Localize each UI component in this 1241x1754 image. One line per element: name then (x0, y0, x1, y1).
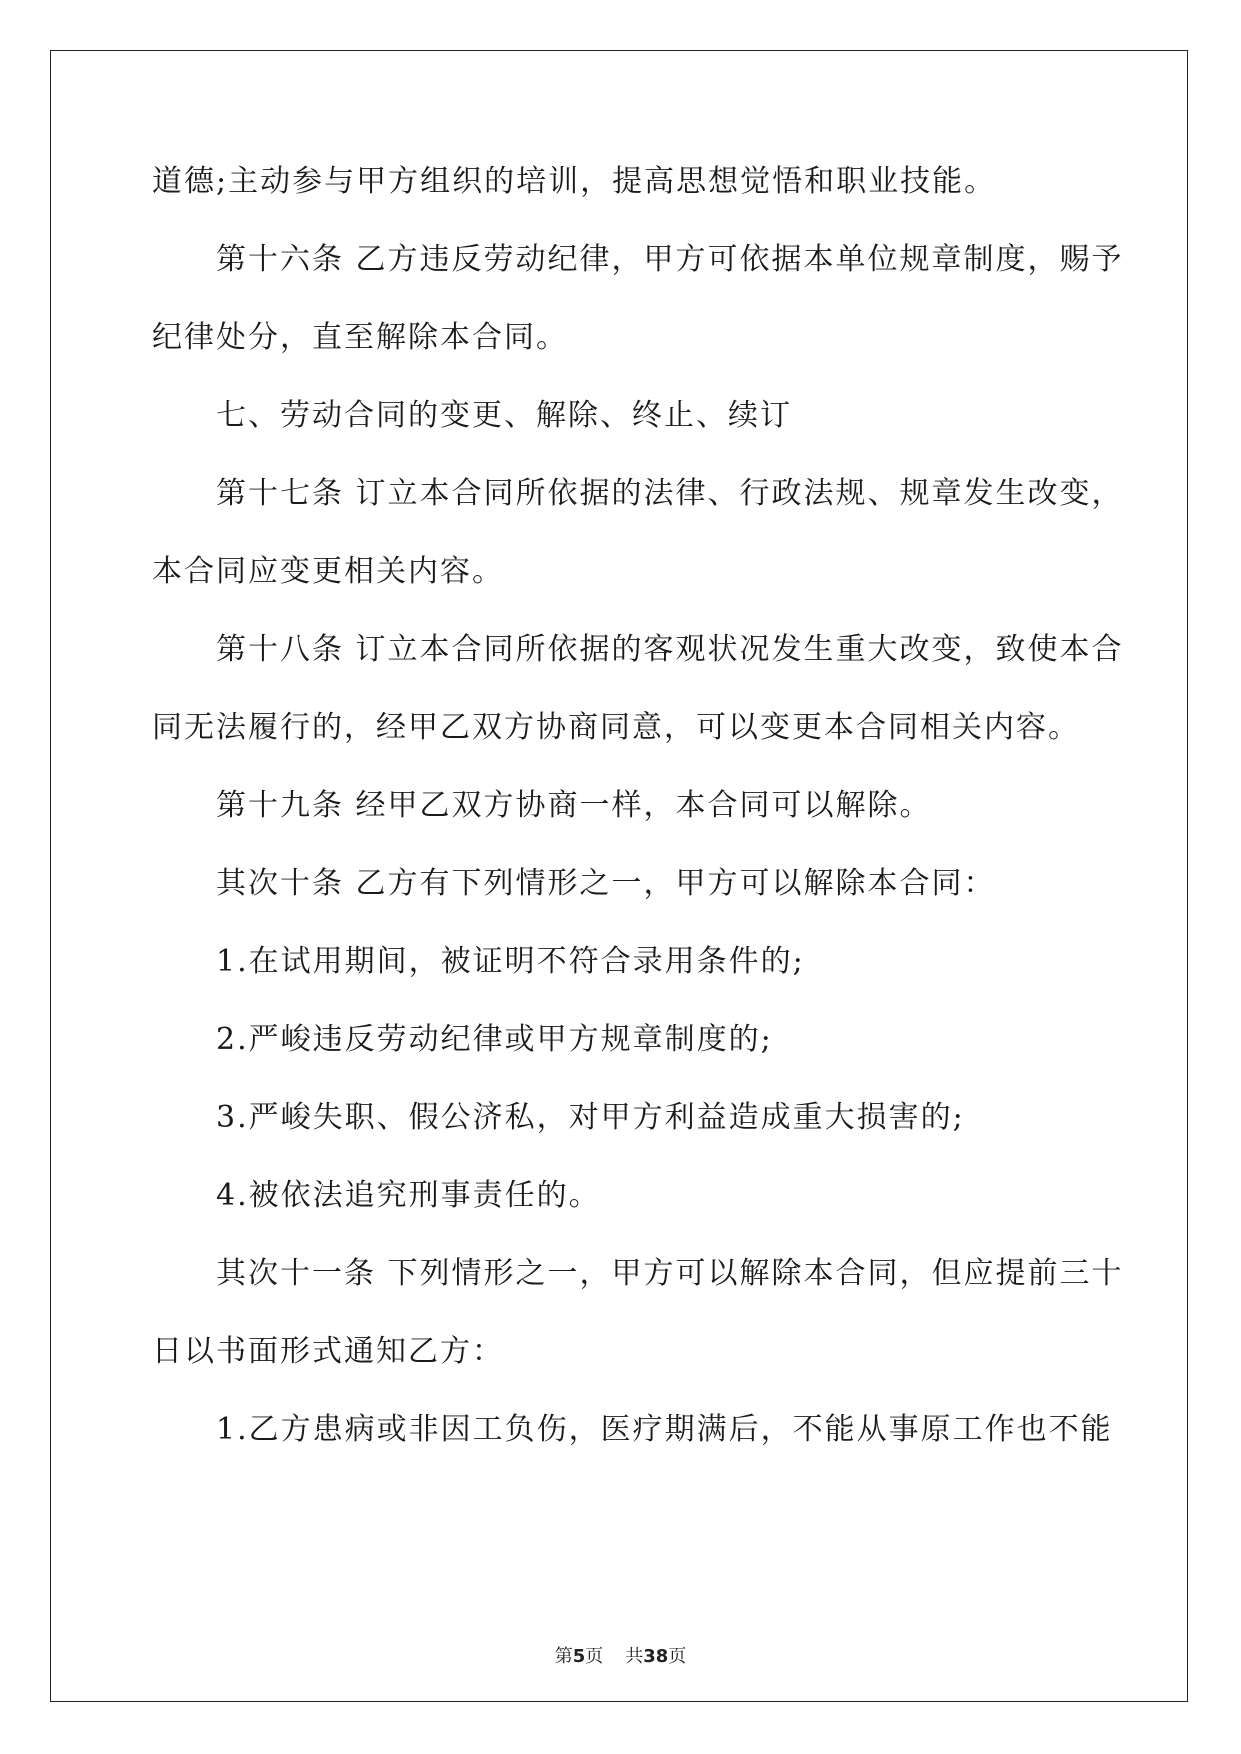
text-line: 第十六条 乙方违反劳动纪律，甲方可依据本单位规章制度，赐予 (216, 242, 1124, 277)
list-item: 2.严峻违反劳动纪律或甲方规章制度的; (216, 1022, 773, 1057)
total-pages: 38 (643, 1646, 669, 1667)
page-prefix: 第 (554, 1646, 573, 1667)
list-item: 4.被依法追究刑事责任的。 (216, 1178, 601, 1213)
document-body (152, 164, 1124, 1493)
text-line: 本合同应变更相关内容。 (152, 554, 504, 589)
list-item: 1.在试用期间，被证明不符合录用条件的; (216, 944, 805, 979)
text-line: 其次十一条 下列情形之一，甲方可以解除本合同，但应提前三十 (216, 1256, 1124, 1291)
page-suffix: 页 (585, 1646, 604, 1667)
list-item: 1.乙方患病或非因工负伤，医疗期满后，不能从事原工作也不能 (216, 1412, 1113, 1447)
section-heading: 七、劳动合同的变更、解除、终止、续订 (216, 398, 792, 433)
text-line: 第十七条 订立本合同所依据的法律、行政法规、规章发生改变， (216, 476, 1124, 511)
text-line: 其次十条 乙方有下列情形之一，甲方可以解除本合同： (216, 866, 996, 901)
page-footer (0, 1642, 1241, 1668)
total-prefix: 共 (625, 1646, 644, 1667)
text-line: 纪律处分，直至解除本合同。 (152, 320, 568, 355)
list-item: 3.严峻失职、假公济私，对甲方利益造成重大损害的; (216, 1100, 965, 1135)
total-suffix: 页 (668, 1646, 687, 1667)
text-line: 第十八条 订立本合同所依据的客观状况发生重大改变，致使本合 (216, 632, 1124, 667)
text-line: 第十九条 经甲乙双方协商一样，本合同可以解除。 (216, 788, 932, 823)
page-number: 5 (572, 1646, 586, 1667)
text-line: 道德;主动参与甲方组织的培训，提高思想觉悟和职业技能。 (152, 164, 997, 199)
text-line: 同无法履行的，经甲乙双方协商同意，可以变更本合同相关内容。 (152, 710, 1080, 745)
text-line: 日以书面形式通知乙方： (152, 1334, 504, 1369)
